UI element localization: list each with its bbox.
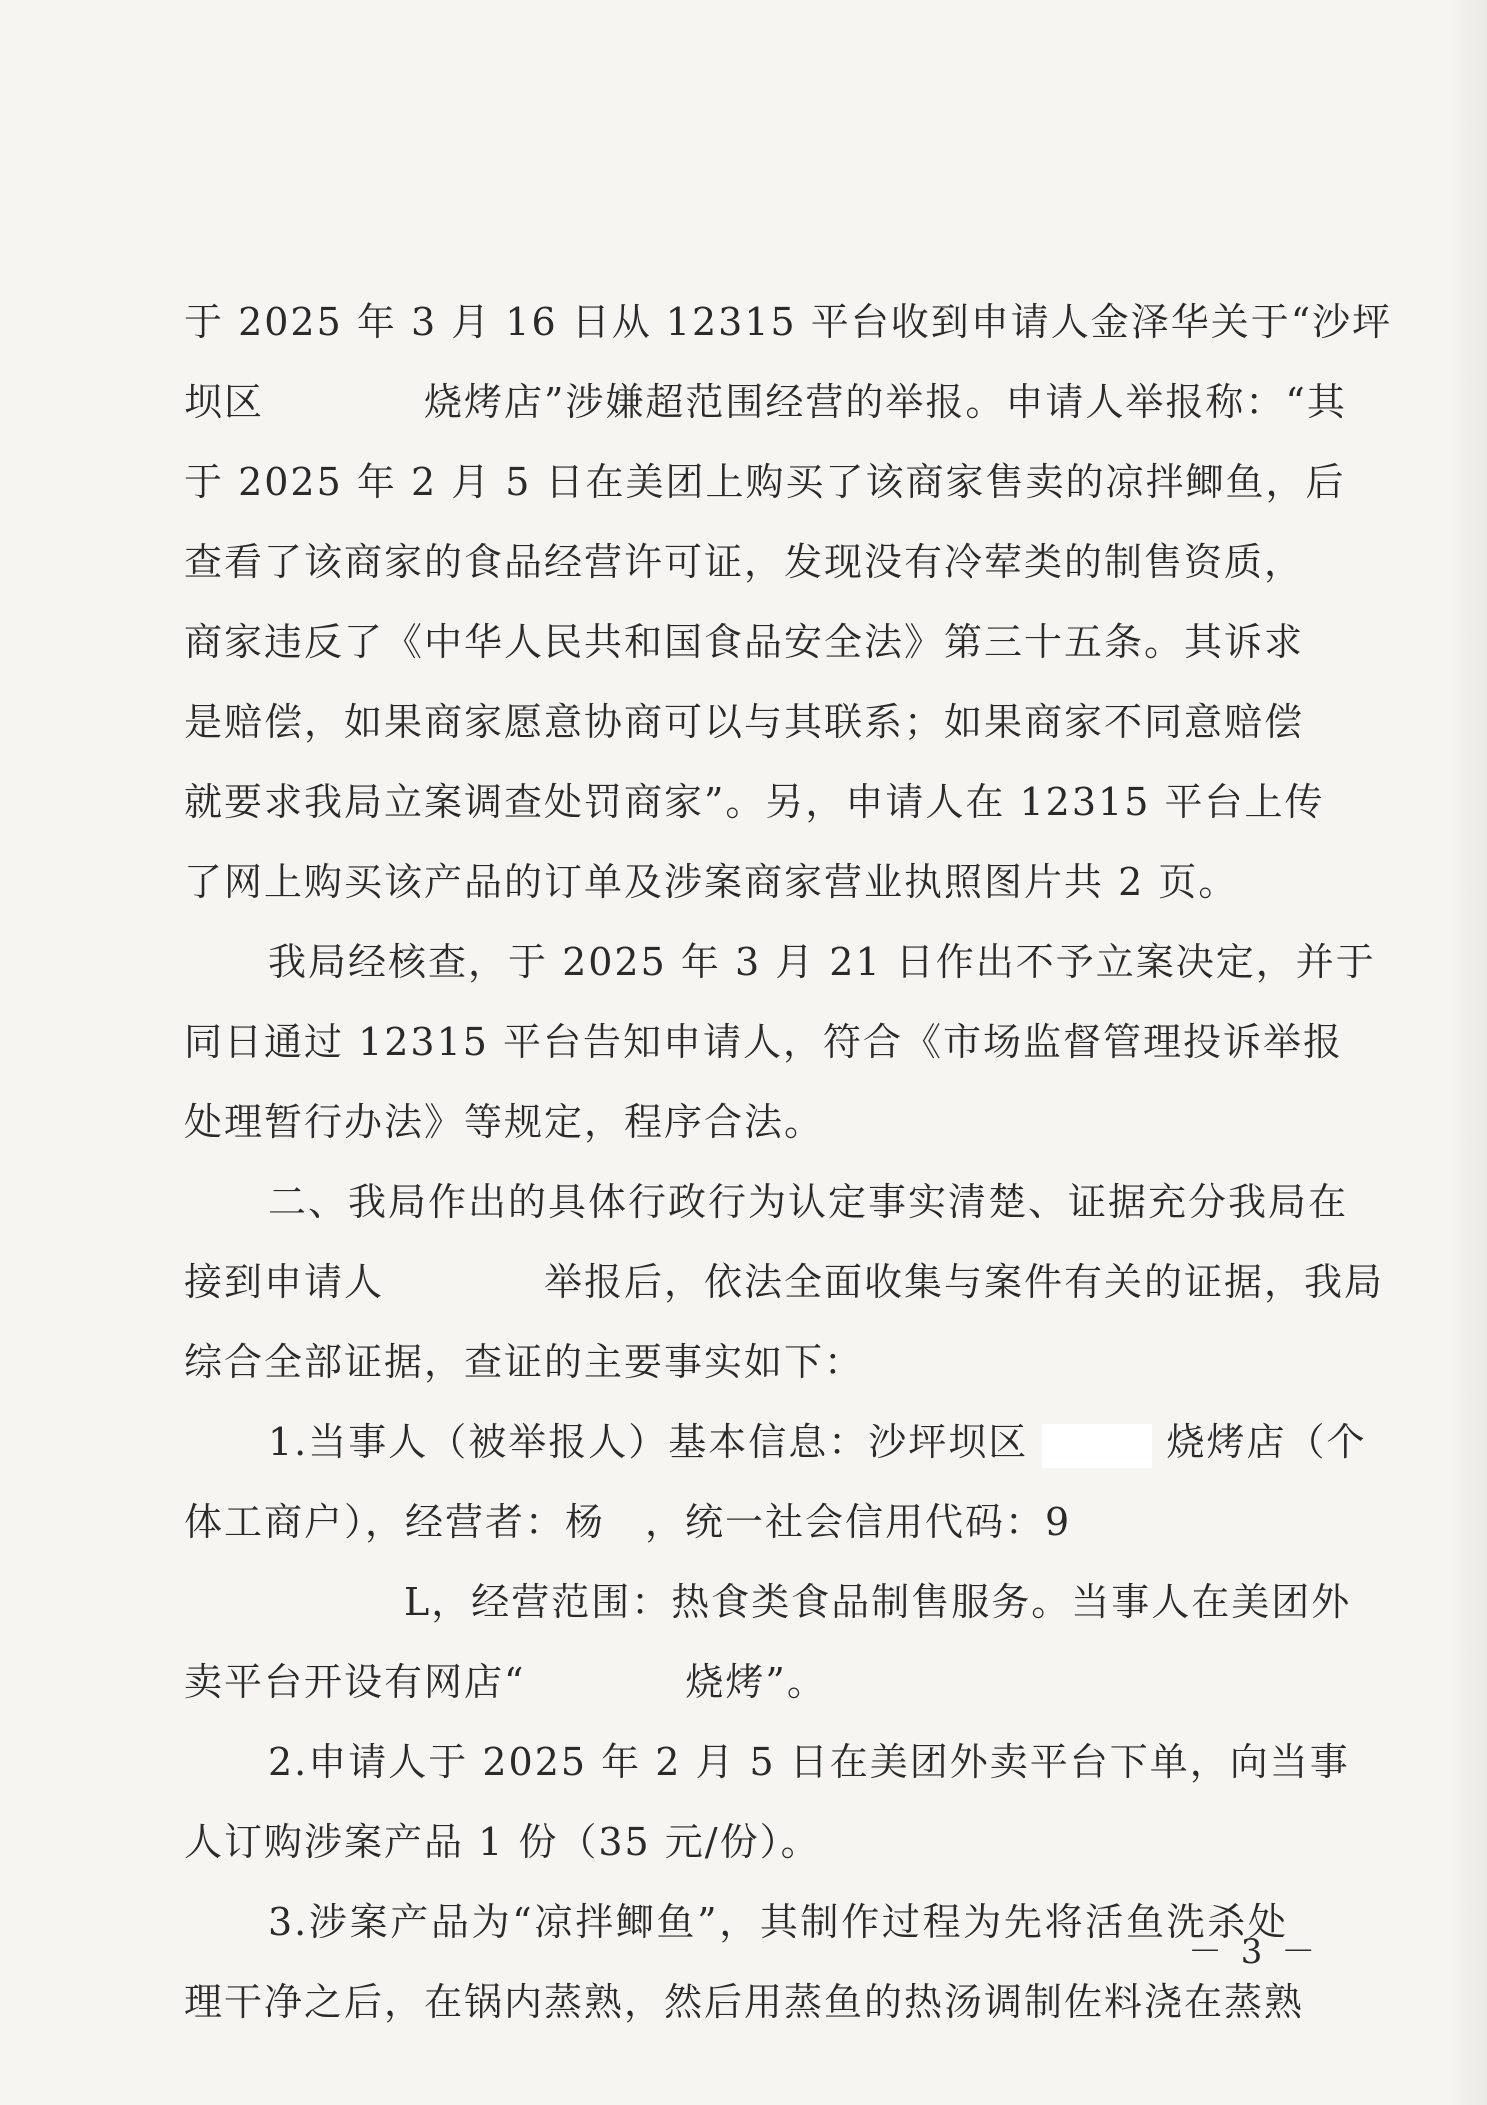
text-line: 我局经核查，于 2025 年 3 月 21 日作出不予立案决定，并于 [268,940,1376,984]
paragraph-fact-3 [184,1882,1305,2042]
text-line: L，经营范围：热食类食品制售服务。当事人在美团外 [284,1580,1352,1624]
text-line: 体工商户），经营者：杨 ，统一社会信用代码：9 [184,1500,1072,1544]
text-line: 商家违反了《中华人民共和国食品安全法》第三十五条。其诉求 [184,620,1305,664]
text-line: 3.涉案产品为“凉拌鲫鱼”，其制作过程为先将活鱼洗杀处 [268,1900,1288,1944]
text-line: 于 2025 年 3 月 16 日从 12315 平台收到申请人金泽华关于“沙坪 [184,300,1393,344]
page-number: － 3 － [1188,1932,1320,1972]
paragraph-decision [184,922,1376,1162]
text-line: 查看了该商家的食品经营许可证，发现没有冷荤类的制售资质， [184,540,1305,584]
scan-edge [1447,0,1487,2105]
text-line: 综合全部证据，查证的主要事实如下： [184,1340,865,1384]
text-line: 2.申请人于 2025 年 2 月 5 日在美团外卖平台下单，向当事 [268,1740,1350,1784]
text-line: 人订购涉案产品 1 份（35 元/份）。 [184,1820,821,1864]
text-line: 了网上购买该产品的订单及涉案商家营业执照图片共 2 页。 [184,860,1239,904]
paragraph-section-two [184,1162,1385,1402]
text-line: 接到申请人 举报后，依法全面收集与案件有关的证据，我局 [184,1260,1385,1304]
document-body [184,282,1393,2042]
text-line: 于 2025 年 2 月 5 日在美团上购买了该商家售卖的凉拌鲫鱼，后 [184,460,1346,504]
text-segment: 1.当事人（被举报人）基本信息：沙坪坝区 [268,1420,1029,1464]
text-line: 卖平台开设有网店“ 烧烤”。 [184,1660,827,1704]
text-line: 是赔偿，如果商家愿意协商可以与其联系；如果商家不同意赔偿 [184,700,1305,744]
text-line-with-redaction [184,1402,1367,1482]
text-line: 二、我局作出的具体行政行为认定事实清楚、证据充分我局在 [268,1180,1349,1224]
text-line: 理干净之后，在锅内蒸熟，然后用蒸鱼的热汤调制佐料浇在蒸熟 [184,1980,1305,2024]
paragraph-report [184,282,1393,922]
redaction-box [1042,1424,1152,1468]
text-segment: 烧烤店（个 [1166,1420,1367,1464]
paragraph-fact-1 [184,1402,1367,1722]
text-line: 同日通过 12315 平台告知申请人，符合《市场监督管理投诉举报 [184,1020,1344,1064]
paragraph-fact-2 [184,1722,1350,1882]
text-line: 就要求我局立案调查处罚商家”。另，申请人在 12315 平台上传 [184,780,1325,824]
text-line: 处理暂行办法》等规定，程序合法。 [184,1100,825,1144]
text-line: 坝区 烧烤店”涉嫌超范围经营的举报。申请人举报称：“其 [184,380,1347,424]
